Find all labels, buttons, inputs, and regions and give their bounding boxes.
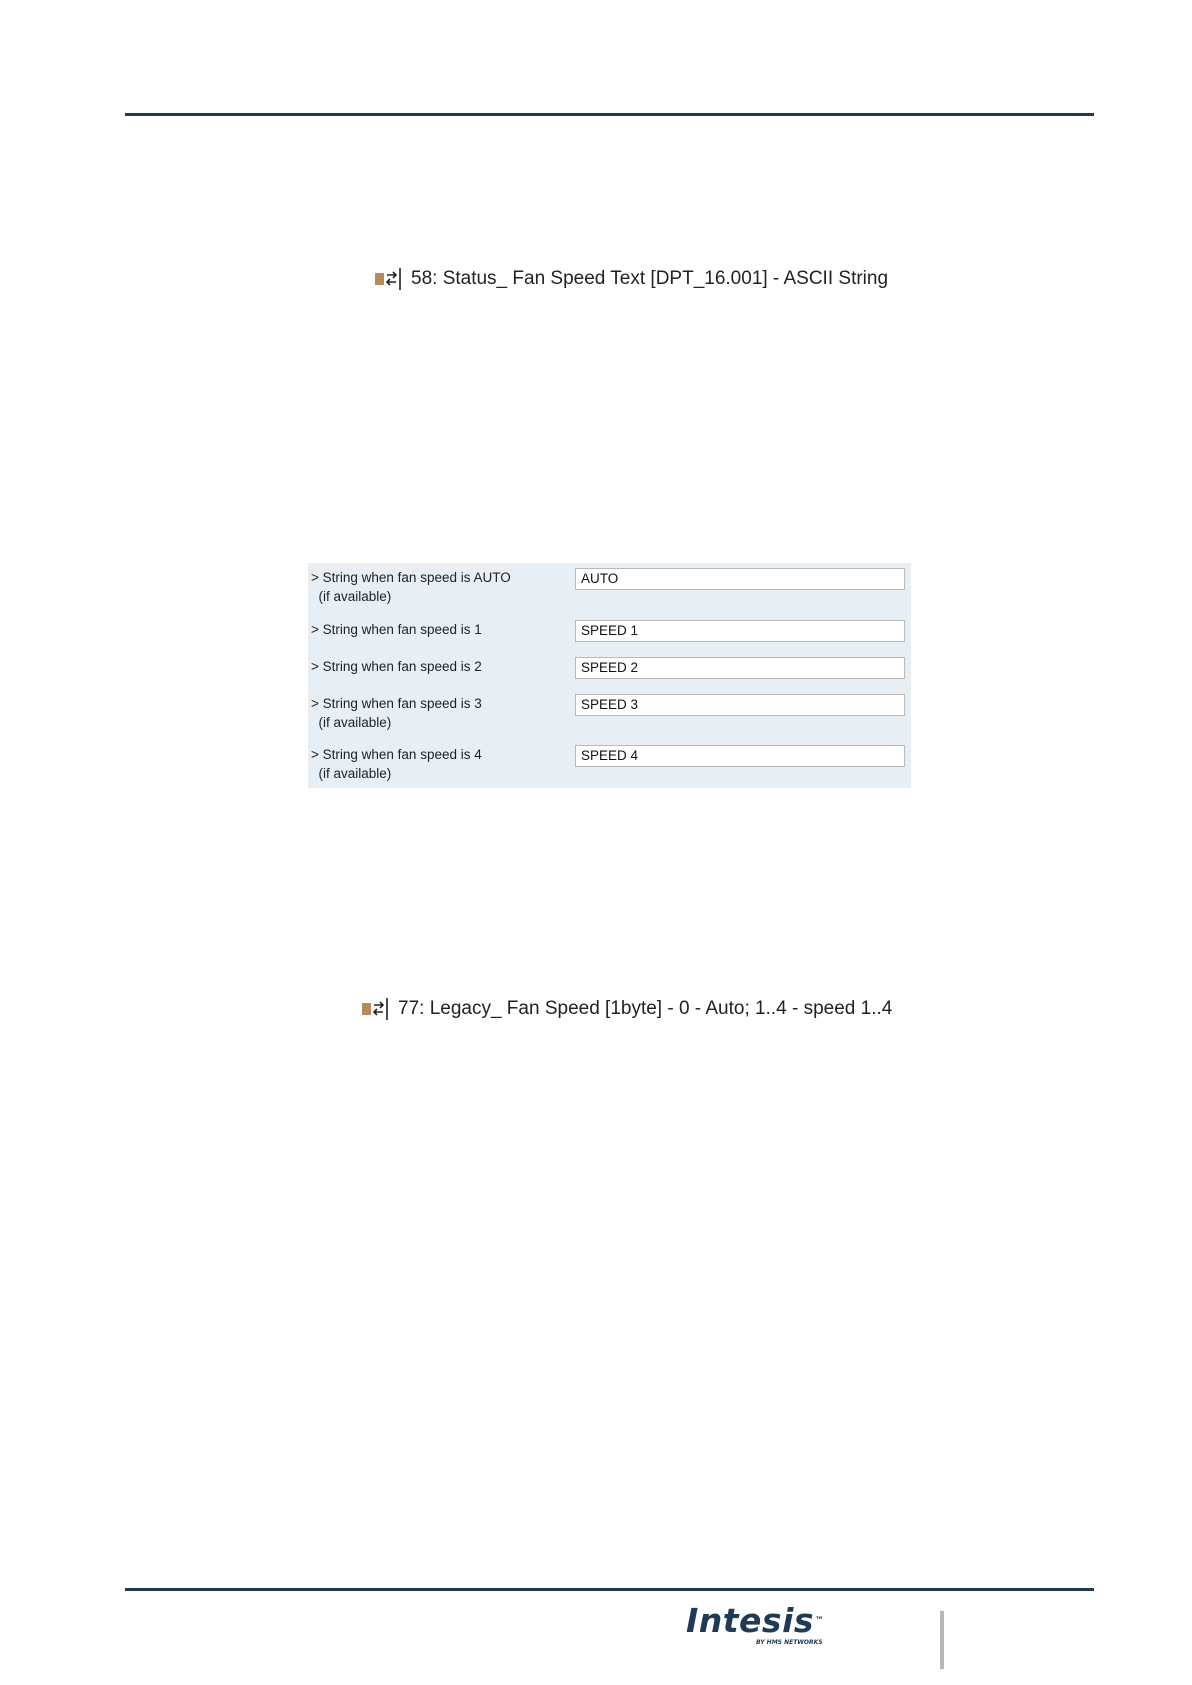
string-input-speed4[interactable]: SPEED 4 [575,745,905,767]
string-input-auto[interactable]: AUTO [575,568,905,590]
string-input-speed1[interactable]: SPEED 1 [575,620,905,642]
intesis-logo: Intesis™ [686,1601,825,1640]
param-label: > String when fan speed is 1 [311,622,482,637]
object-label: 77: Legacy_ Fan Speed [1byte] - 0 - Auto; 1..4 - speed 1..4 [398,998,893,1019]
parameter-panel [308,563,911,788]
communication-object-77[interactable] [362,996,892,1022]
param-label: > String when fan speed is 2 [311,659,482,674]
header-rule [125,113,1094,116]
param-label: > String when fan speed is 4 (if available) [311,747,482,781]
param-label: > String when fan speed is 3 (if available) [311,696,482,730]
string-input-speed2[interactable]: SPEED 2 [575,657,905,679]
group-object-arrows-icon [362,996,392,1022]
object-label: 58: Status_ Fan Speed Text [DPT_16.001] - ASCII String [411,268,889,289]
logo-subtitle: BY HMS NETWORKS [756,1639,823,1646]
footer-divider [940,1611,944,1669]
footer-rule [125,1588,1094,1591]
group-object-arrows-icon [375,266,405,292]
param-label: > String when fan speed is AUTO (if available) [311,570,511,604]
communication-object-58[interactable] [375,266,888,292]
string-input-speed3[interactable]: SPEED 3 [575,694,905,716]
